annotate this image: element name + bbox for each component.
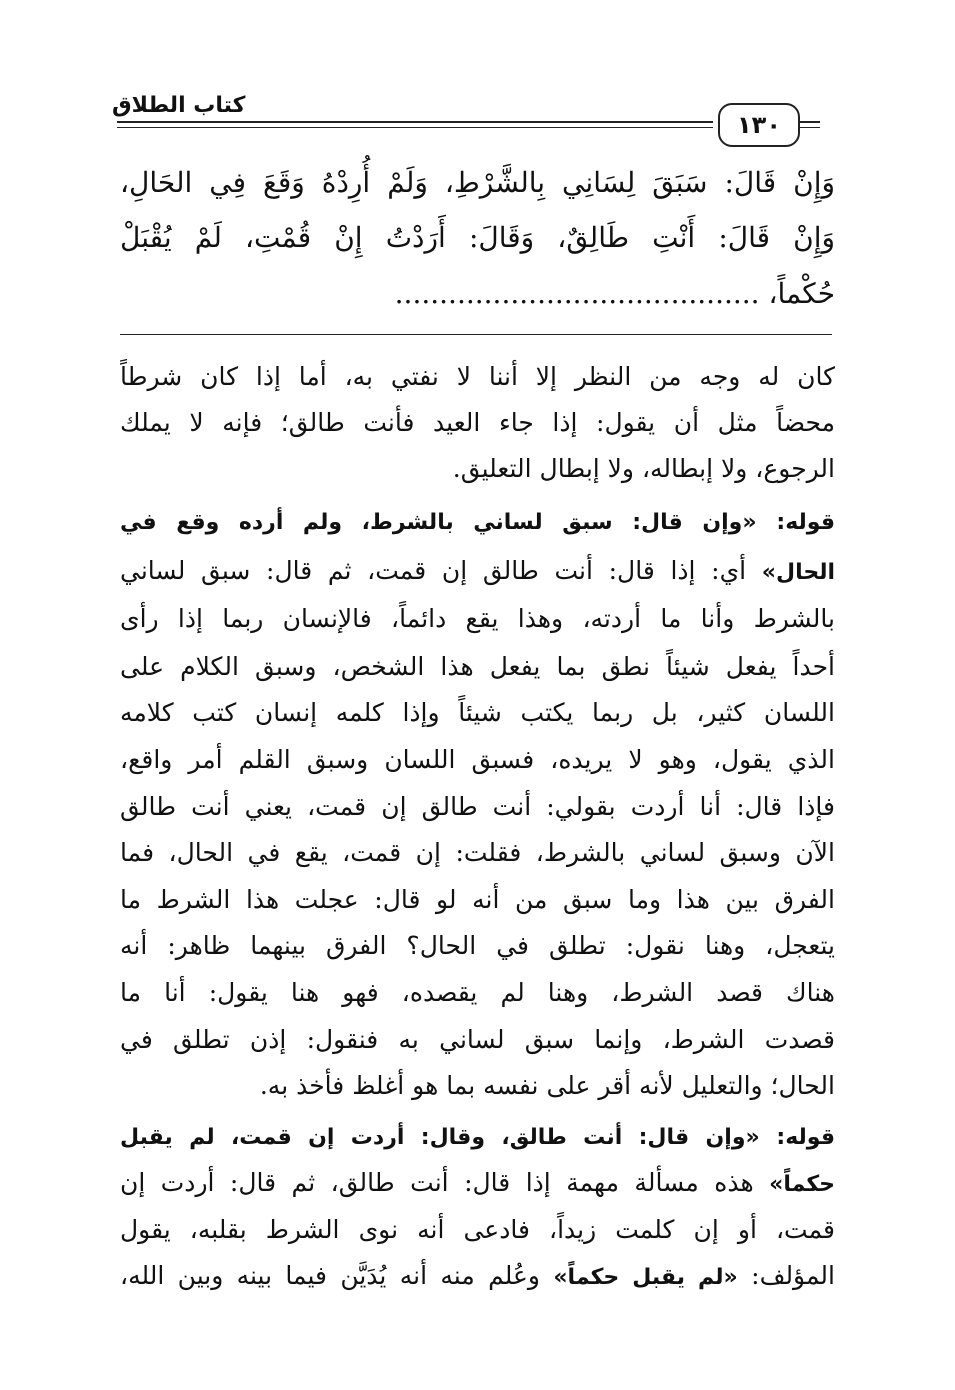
commentary-line: كان له وجه من النظر إلا أننا لا نفتي به، أما إذا كان شرطاً xyxy=(120,362,835,391)
quoted-text: «لم يقبل حكماً» xyxy=(553,1265,738,1290)
commentary-line xyxy=(120,1253,835,1299)
commentary-line: قصدت الشرط، وإنما سبق لساني به فنقول: إذن تطلق في xyxy=(120,1025,835,1054)
commentary-line: فإذا قال: أنا أردت بقولي: أنت طالق إن قمت، يعني أنت طالق xyxy=(120,792,835,821)
commentary-text: أي: إذا قال: أنت طالق إن قمت، ثم قال: سبق لساني xyxy=(120,556,747,585)
book-title: كتاب الطلاق xyxy=(112,93,246,118)
commentary-line: أحداً يفعل شيئاً نطق بما يفعل هذا الشخص، وسبق الكلام على xyxy=(120,652,835,681)
commentary-line: هناك قصد الشرط، وهنا لم يقصده، فهو هنا يقول: أنا ما xyxy=(120,978,835,1007)
commentary-text: المؤلف: xyxy=(751,1261,835,1290)
commentary-line: يتعجل، وهنا نقول: تطلق في الحال؟ الفرق بينهما ظاهر: أنه xyxy=(120,931,835,960)
commentary-text: هذه مسألة مهمة إذا قال: أنت طالق، ثم قال: أردت إن xyxy=(120,1168,754,1197)
quote-label: قوله: xyxy=(776,1125,835,1150)
header-rule-right-bottom xyxy=(800,127,820,128)
commentary-text: وعُلم منه أنه يُدَيَّن فيما بينه وبين الله، xyxy=(120,1261,540,1290)
commentary-line: بالشرط وأنا ما أردته، وهذا يقع دائماً، فالإنسان ربما إذا رأى xyxy=(120,604,835,633)
commentary-line: الذي يقول، وهو لا يريده، فسبق اللسان وسبق القلم أمر واقع، xyxy=(120,745,835,774)
main-text-line: حُكْماً، ......................................... xyxy=(394,277,835,310)
text-divider xyxy=(120,334,832,335)
quoted-text: الحال» xyxy=(761,560,835,585)
commentary-line: قمت، أو إن كلمت زيداً، فادعى أنه نوى الشرط بقلبه، يقول xyxy=(120,1215,835,1244)
commentary-line xyxy=(120,548,835,594)
commentary-line: اللسان كثير، بل ربما يكتب شيئاً وإذا كلمه إنسان كتب كلامه xyxy=(120,698,835,727)
commentary-line: الآن وسبق لساني بالشرط، فقلت: إن قمت، يقع في الحال، فما xyxy=(120,838,835,867)
commentary-line: الحال؛ والتعليل لأنه أقر على نفسه بما هو أغلظ فأخذ به. xyxy=(259,1071,835,1100)
header-rule-bottom xyxy=(117,127,713,128)
commentary-line: الرجوع، ولا إبطاله، ولا إبطال التعليق. xyxy=(452,454,835,483)
quote-label: قوله: xyxy=(776,510,835,535)
quoted-text: «وإن قال: أنت طالق، وقال: أردت إن قمت، لم يقبل xyxy=(120,1125,760,1150)
commentary-line: محضاً مثل أن يقول: إذا جاء العيد فأنت طالق؛ فإنه لا يملك xyxy=(120,408,835,437)
main-text-line: وَإِنْ قَالَ: سَبَقَ لِسَانِي بِالشَّرْطِ، وَلَمْ أُرِدْهُ وَقَعَ فِي الحَالِ، xyxy=(120,166,835,199)
page-number: ١٣٠ xyxy=(718,103,800,147)
commentary-line xyxy=(120,1160,835,1206)
header-rule-right-top xyxy=(800,121,820,123)
commentary-line: الفرق بين هذا وما سبق من أنه لو قال: عجلت هذا الشرط ما xyxy=(120,885,835,914)
commentary-line xyxy=(120,1113,835,1159)
quoted-text: حكماً» xyxy=(769,1172,835,1197)
main-text-line: وَإِنْ قَالَ: أَنْتِ طَالِقٌ، وَقَالَ: أَرَدْتُ إِنْ قُمْتِ، لَمْ يُقْبَلْ xyxy=(120,221,835,254)
quoted-text: «وإن قال: سبق لساني بالشرط، ولم أرده وقع في xyxy=(120,510,757,535)
commentary-line xyxy=(120,498,835,544)
